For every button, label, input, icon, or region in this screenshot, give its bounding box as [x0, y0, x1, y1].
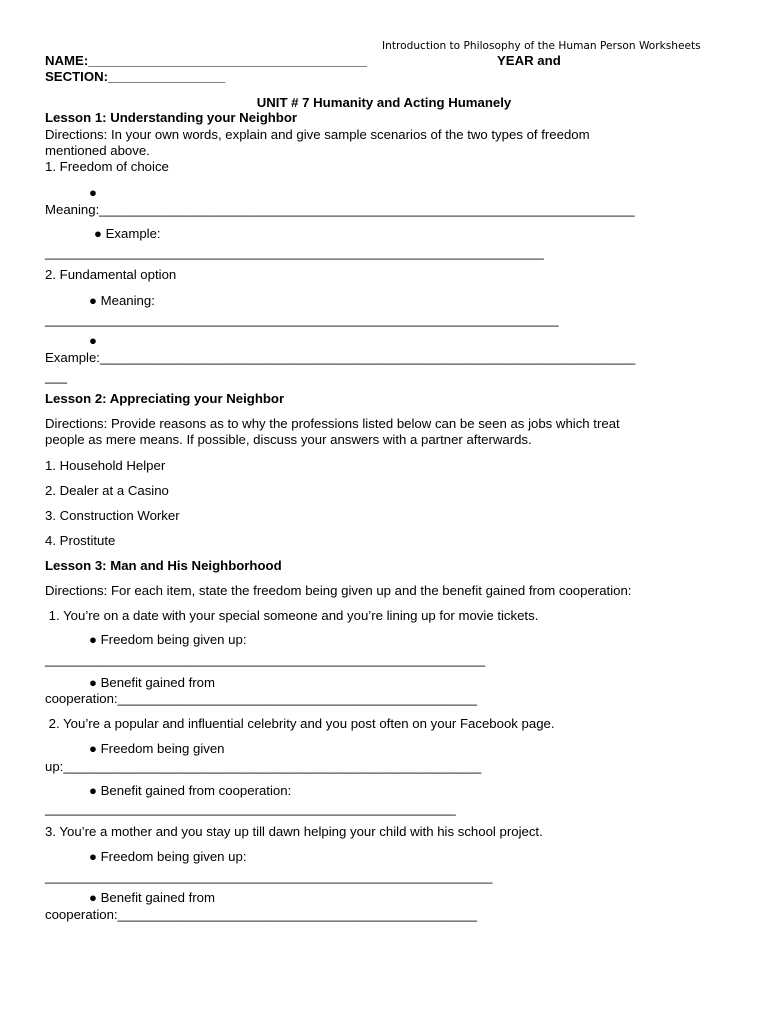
lesson3-item2-scenario: 2. You’re a popular and influential celebrity and you post often on your Facebook page.: [45, 716, 555, 731]
lesson3-item1-benefit-line[interactable]: cooperation:_________________________________________________: [45, 691, 477, 706]
lesson3-item1-benefit-label: ● Benefit gained from: [89, 675, 215, 690]
lesson3-item3-scenario: 3. You’re a mother and you stay up till dawn helping your child with his school project.: [45, 824, 543, 839]
lesson3-title: Lesson 3: Man and His Neighborhood: [45, 558, 282, 573]
lesson3-directions: Directions: For each item, state the freedom being given up and the benefit gained from cooperation:: [45, 583, 632, 598]
lesson3-item3-freedom-line[interactable]: _____________________________________________________________: [45, 869, 493, 884]
lesson3-item3-benefit-label: ● Benefit gained from: [89, 890, 215, 905]
lesson1-item1-meaning-line[interactable]: Meaning:_________________________________________________________________________: [45, 202, 635, 217]
lesson3-item2-freedom-line[interactable]: up:_________________________________________________________: [45, 759, 482, 774]
lesson3-item1-freedom-label: ● Freedom being given up:: [89, 632, 247, 647]
lesson3-item3-benefit-line[interactable]: cooperation:_________________________________________________: [45, 907, 477, 922]
lesson1-item2-meaning-label: ● Meaning:: [89, 293, 155, 308]
lesson1-item2-example-line-cont[interactable]: ___: [45, 369, 68, 384]
profession-item: 4. Prostitute: [45, 533, 116, 548]
name-field[interactable]: NAME:______________________________________: [45, 53, 367, 68]
lesson1-item1-example-label: ● Example:: [94, 226, 161, 241]
lesson1-directions-line2: mentioned above.: [45, 143, 150, 158]
lesson1-item1-example-line[interactable]: ____________________________________________________________________: [45, 245, 544, 260]
document-title: Introduction to Philosophy of the Human Person Worksheets: [382, 40, 701, 52]
lesson3-item1-freedom-line[interactable]: ____________________________________________________________: [45, 652, 486, 667]
lesson1-item2-label: 2. Fundamental option: [45, 267, 177, 282]
profession-item: 3. Construction Worker: [45, 508, 180, 523]
lesson3-item2-benefit-label: ● Benefit gained from cooperation:: [89, 783, 292, 798]
lesson2-directions-line2: people as mere means. If possible, discuss your answers with a partner afterwards.: [45, 432, 532, 447]
lesson1-title: Lesson 1: Understanding your Neighbor: [45, 110, 298, 125]
lesson2-title: Lesson 2: Appreciating your Neighbor: [45, 391, 285, 406]
lesson2-directions-line1: Directions: Provide reasons as to why the professions listed below can be seen as jobs which treat: [45, 416, 620, 431]
lesson3-item1-scenario: 1. You’re on a date with your special someone and you’re lining up for movie tickets.: [45, 608, 539, 623]
bullet-icon: ●: [89, 333, 97, 348]
year-label: YEAR and: [497, 53, 561, 68]
profession-item: 1. Household Helper: [45, 458, 166, 473]
lesson3-item3-freedom-label: ● Freedom being given up:: [89, 849, 247, 864]
bullet-icon: ●: [89, 185, 97, 200]
profession-item: 2. Dealer at a Casino: [45, 483, 169, 498]
lesson1-item2-example-line[interactable]: Example:_________________________________________________________________________: [45, 350, 636, 365]
section-field[interactable]: SECTION:________________: [45, 69, 226, 84]
lesson3-item2-freedom-label: ● Freedom being given: [89, 741, 225, 756]
lesson1-item2-meaning-line[interactable]: ______________________________________________________________________: [45, 312, 559, 327]
lesson1-directions-line1: Directions: In your own words, explain and give sample scenarios of the two types of freedom: [45, 127, 590, 142]
lesson3-item2-benefit-line[interactable]: ________________________________________________________: [45, 801, 456, 816]
lesson1-item1-label: 1. Freedom of choice: [45, 159, 169, 174]
unit-title: UNIT # 7 Humanity and Acting Humanely: [256, 95, 512, 110]
